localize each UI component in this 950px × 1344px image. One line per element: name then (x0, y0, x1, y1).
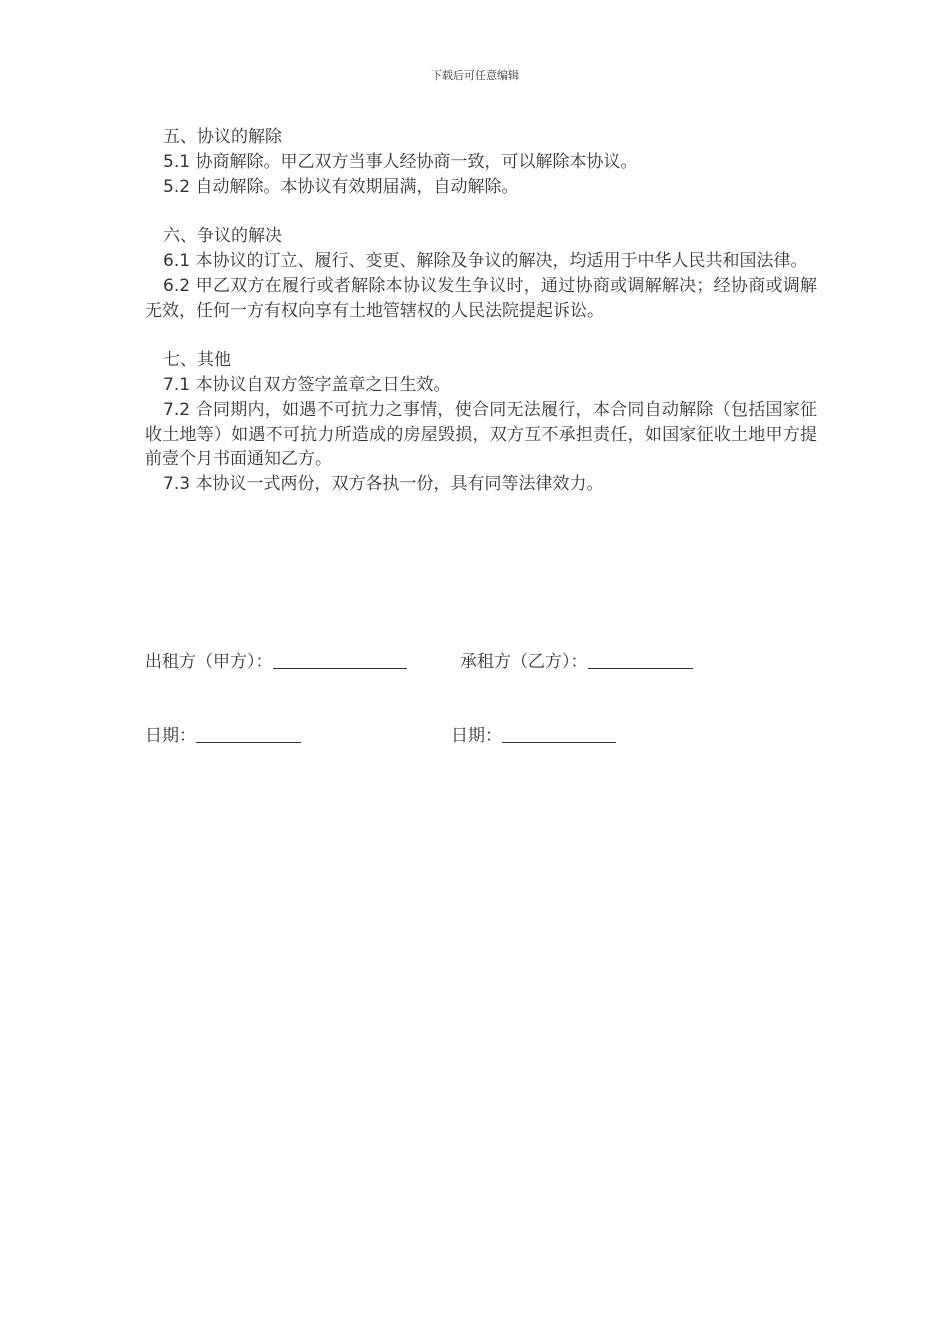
signature-parties-row (145, 650, 588, 674)
lessee-date-label: 日期： (451, 726, 502, 746)
clause-text: 本协议自双方签字盖章之日生效。 (190, 374, 451, 395)
lessor-date-line (196, 724, 301, 743)
clause-text: 自动解除。本协议有效期届满，自动解除。 (190, 176, 519, 197)
page-header-note: 下载后可任意编辑 (431, 69, 519, 82)
lessee-date-line (502, 724, 616, 743)
clause-text: 本协议的订立、履行、变更、解除及争议的解决，均适用于中华人民共和国法律。 (190, 250, 808, 271)
clause-number: 6.2 (163, 275, 191, 296)
document-body (145, 125, 817, 522)
clause-number: 7.2 (163, 399, 191, 420)
section-dispute (145, 224, 817, 323)
clause-number: 7.3 (163, 474, 191, 495)
section-other (145, 348, 817, 497)
section-termination (145, 125, 817, 199)
clause-6-2 (145, 274, 817, 324)
section-title: 五、协议的解除 (163, 127, 282, 147)
section-title: 七、其他 (163, 350, 231, 371)
clause-7-1 (145, 373, 817, 398)
clause-5-2 (145, 175, 817, 200)
clause-number: 6.1 (163, 250, 191, 271)
section-title: 六、争议的解决 (163, 226, 282, 247)
clause-5-1 (145, 150, 817, 175)
lessee-signature-line (588, 650, 693, 669)
lessee-label: 承租方（乙方）： (460, 652, 588, 672)
clause-6-1 (145, 249, 817, 274)
lessor-label: 出租方（甲方）： (145, 652, 273, 672)
signature-dates-row (145, 724, 502, 748)
clause-number: 7.1 (163, 374, 191, 395)
clause-text: 甲乙双方在履行或者解除本协议发生争议时，通过协商或调解解决；经协商或调解无效，任何一方有权向享有土地管辖权的人民法院提起诉讼。 (145, 275, 817, 321)
clause-7-3 (145, 472, 817, 497)
clause-number: 5.2 (163, 176, 191, 197)
clause-7-2 (145, 398, 817, 472)
lessor-signature-line (273, 650, 407, 669)
lessor-date-label: 日期： (145, 726, 196, 746)
clause-text: 本协议一式两份，双方各执一份，具有同等法律效力。 (190, 474, 604, 495)
clause-text: 协商解除。甲乙双方当事人经协商一致，可以解除本协议。 (190, 151, 638, 172)
clause-number: 5.1 (163, 151, 191, 172)
clause-text: 合同期内，如遇不可抗力之事情，使合同无法履行，本合同自动解除（包括国家征收土地等）如遇不可抗力所造成的房屋毁损，双方互不承担责任，如国家征收土地甲方提前壹个月书面通知乙方。 (145, 399, 817, 470)
